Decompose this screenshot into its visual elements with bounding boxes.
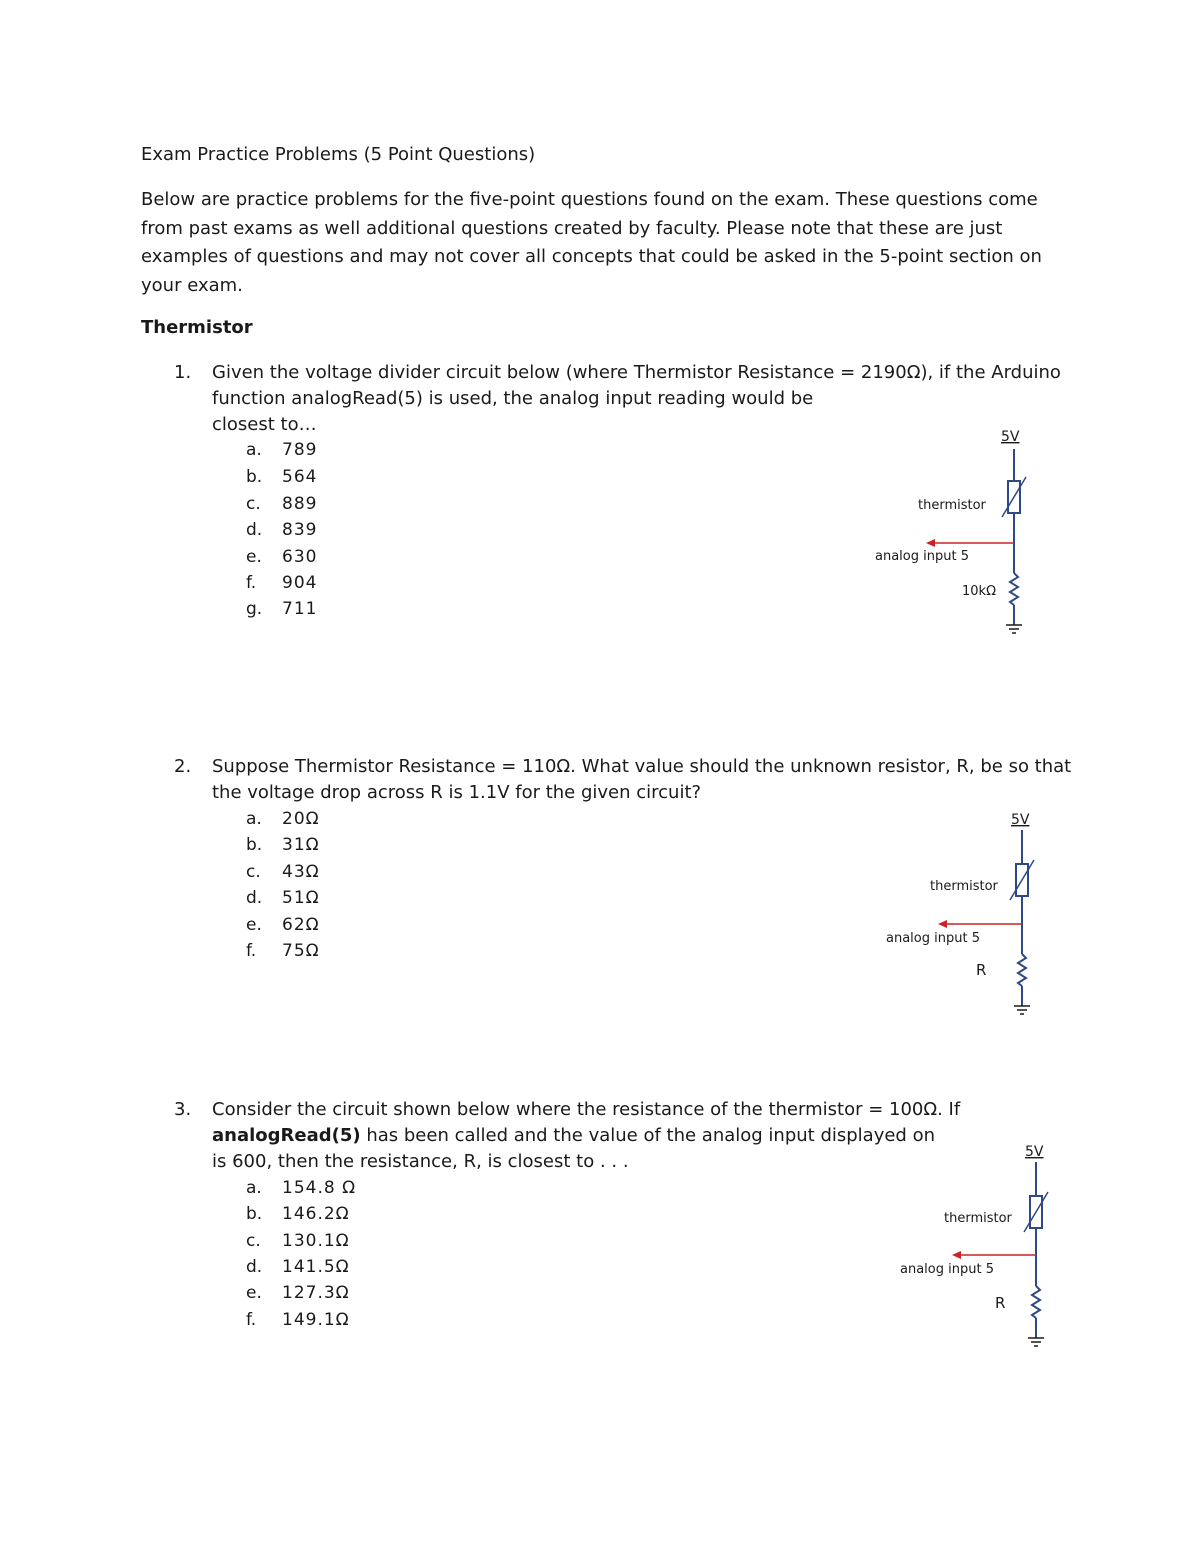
input-label: analog input 5 — [875, 549, 969, 564]
thermistor-slash — [1024, 1192, 1048, 1232]
question-text-line: Suppose Thermistor Resistance = 110Ω. What value should the unknown resistor, R, be so that — [212, 756, 1072, 777]
resistor-label: R — [995, 1294, 1006, 1312]
resistor-symbol — [1032, 1286, 1040, 1318]
resistor-label: 10kΩ — [962, 584, 997, 599]
supply-label: 5V — [1025, 1144, 1044, 1160]
question-number: 3. — [174, 1099, 192, 1120]
option-value: 20Ω — [282, 809, 320, 829]
option-letter: g. — [246, 599, 263, 619]
option-value: 43Ω — [282, 862, 320, 882]
supply-label: 5V — [1001, 429, 1020, 445]
option-value: 75Ω — [282, 941, 320, 961]
question-text-line: function analogRead(5) is used, the analog input reading would be — [212, 388, 814, 409]
option-letter: b. — [246, 1204, 263, 1224]
option-letter: e. — [246, 1283, 262, 1303]
option-letter: d. — [246, 1257, 263, 1277]
resistor-symbol — [1018, 954, 1026, 986]
option-letter: f. — [246, 573, 257, 593]
option-value: 839 — [282, 520, 318, 540]
thermistor-slash — [1002, 477, 1026, 517]
option-value: 904 — [282, 573, 318, 593]
option-value: 630 — [282, 547, 318, 567]
resistor-label: R — [976, 961, 987, 979]
option-letter: b. — [246, 835, 263, 855]
option-value: 130.1Ω — [282, 1231, 350, 1251]
question-number: 1. — [174, 362, 192, 383]
arrow-head-icon — [926, 539, 935, 547]
circuit-diagram-1 — [860, 425, 1050, 640]
question-text-line: is 600, then the resistance, R, is closest to . . . — [212, 1151, 629, 1172]
option-letter: a. — [246, 809, 262, 829]
option-value: 149.1Ω — [282, 1310, 350, 1330]
input-label: analog input 5 — [900, 1262, 994, 1277]
option-value: 127.3Ω — [282, 1283, 350, 1303]
question-text-line: closest to… — [212, 414, 317, 435]
option-value: 31Ω — [282, 835, 320, 855]
thermistor-slash — [1010, 860, 1034, 900]
thermistor-label: thermistor — [918, 498, 986, 513]
arrow-head-icon — [952, 1251, 961, 1259]
page-title: Exam Practice Problems (5 Point Questions) — [141, 144, 536, 165]
arrow-head-icon — [938, 920, 947, 928]
circuit-diagram-2 — [870, 808, 1060, 1023]
option-letter: f. — [246, 941, 257, 961]
option-letter: c. — [246, 494, 261, 514]
input-label: analog input 5 — [886, 931, 980, 946]
option-letter: c. — [246, 1231, 261, 1251]
option-letter: e. — [246, 915, 262, 935]
option-letter: a. — [246, 440, 262, 460]
option-letter: c. — [246, 862, 261, 882]
option-value: 62Ω — [282, 915, 320, 935]
option-letter: e. — [246, 547, 262, 567]
section-heading: Thermistor — [141, 317, 253, 338]
option-value: 711 — [282, 599, 318, 619]
supply-label: 5V — [1011, 812, 1030, 828]
code-text: analogRead(5) — [212, 1125, 361, 1146]
thermistor-label: thermistor — [930, 879, 998, 894]
option-letter: f. — [246, 1310, 257, 1330]
option-value: 51Ω — [282, 888, 320, 908]
option-letter: d. — [246, 888, 263, 908]
option-value: 146.2Ω — [282, 1204, 350, 1224]
option-value: 141.5Ω — [282, 1257, 350, 1277]
option-value: 889 — [282, 494, 318, 514]
option-letter: d. — [246, 520, 263, 540]
question-text-line: Consider the circuit shown below where the resistance of the thermistor = 100Ω. If — [212, 1099, 961, 1120]
question-text-line: Given the voltage divider circuit below (where Thermistor Resistance = 2190Ω), if the Arduino — [212, 362, 1061, 383]
option-letter: b. — [246, 467, 263, 487]
resistor-symbol — [1010, 573, 1018, 605]
circuit-diagram-3 — [884, 1140, 1074, 1355]
intro-paragraph: Below are practice problems for the five-point questions found on the exam. These questions come from past exams as well additional questions created by faculty. Please note that these are just examples of questions and may not cover all concepts that could be asked in the 5-point section on your exam. — [141, 189, 1042, 296]
question-number: 2. — [174, 756, 192, 777]
option-letter: a. — [246, 1178, 262, 1198]
question-text-line: the voltage drop across R is 1.1V for the given circuit? — [212, 782, 702, 803]
question-text: has been called and the value of the analog input displayed on — [360, 1125, 936, 1146]
option-value: 564 — [282, 467, 318, 487]
question-text-line — [212, 1123, 960, 1149]
option-value: 789 — [282, 440, 318, 460]
option-value: 154.8 Ω — [282, 1178, 357, 1198]
thermistor-label: thermistor — [944, 1211, 1012, 1226]
